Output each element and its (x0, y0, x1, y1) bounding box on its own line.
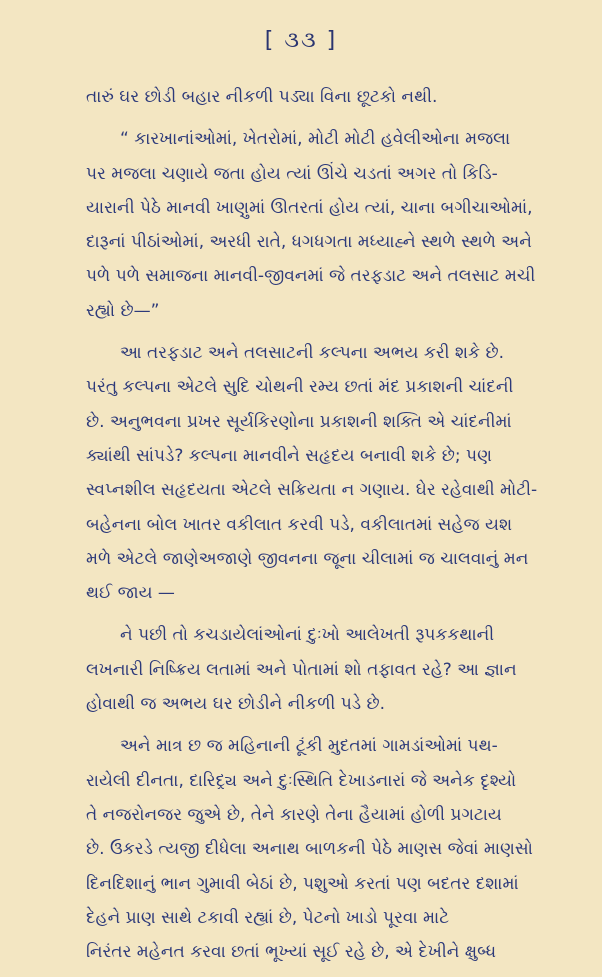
text-line: રાયેલી દીનતા, દારિદ્ર્ય અને દુઃસ્થિતિ દેખાડનારાં જે અનેક દૃશ્યો (86, 770, 517, 791)
text-line: નિરંતર મહેનત કરવા છતાં ભૂખ્યાં સૂઈ રહે છે, એ દેખીને ક્ષુબ્ધ (86, 942, 497, 963)
text-line: દારૂનાં પીઠાંઓમાં, અરધી રાતે, ધગધગતા મધ્યાહ્ને સ્થળે સ્થળે અને (86, 232, 532, 253)
paragraph-1 (86, 80, 564, 114)
text-line: યારાની પેઠે માનવી ખાણુમાં ઊતરતાં હોય ત્યાં, ચાના બગીચાઓમાં, (86, 197, 533, 218)
text-line: પર મજલા ચણાયે જતા હોય ત્યાં ઊંચે ચડતાં અગર તો કિડિ- (86, 163, 498, 184)
text-line: તારું ઘર છોડી બહાર નીકળી પડ્યા વિના છૂટકો નથી. (86, 87, 438, 107)
text-line: દિનદિશાનું ભાન ગુમાવી બેઠાં છે, પશુઓ કરતાં પણ બદતર દશામાં (86, 873, 519, 894)
text-line: સ્વપ્નશીલ સહૃદયતા એટલે સક્રિયતા ન ગણાય. ઘેર રહેવાથી મોટી- (86, 480, 538, 501)
text-line: “ કારખાનાંઓમાં, ખેતરોમાં, મોટી મોટી હવેલીઓના મજલા (120, 129, 511, 150)
text-line: તે નજરોનજર જુએ છે, તેને કારણે તેના હૈયામાં હોળી પ્રગટાય (86, 804, 502, 825)
text-line: બહેનના બોલ ખાતર વકીલાત કરવી પડે, વકીલાતમાં સહેજ યશ (86, 514, 513, 535)
paragraph-4 (86, 618, 564, 721)
page-number: [ ૩૩ ] (264, 28, 338, 53)
text-line: અને માત્ર છ જ મહિનાની ટૂંકી મુદતમાં ગામડાંઓમાં પથ- (120, 736, 498, 757)
text-line: પરંતુ કલ્પના એટલે સુદિ ચોથની રમ્ય છતાં મંદ પ્રકાશની ચાંદની (86, 377, 514, 398)
text-line: છે. ઉકરડે ત્યજી દીધેલા અનાથ બાળકની પેઠે માણસ જેવાં માણસો (86, 839, 533, 860)
text-line: આ તરફડાટ અને તલસાટની કલ્પના અભય કરી શકે છે. (120, 343, 504, 364)
paragraph-2-quote (86, 122, 564, 328)
text-line: હોવાથી જ અભય ઘર છોડીને નીકળી પડે છે. (86, 694, 386, 715)
text-line: ને પછી તો કચડાયેલાંઓનાં દુઃખો આલેખતી રૂપકકથાની (120, 625, 495, 646)
text-line: ક્યાંથી સાંપડે? કલ્પના માનવીને સહૃદય બનાવી શકે છે; પણ (86, 445, 492, 466)
text-line: પળે પળે સમાજના માનવી-જીવનમાં જે તરફડાટ અને તલસાટ મચી (86, 266, 536, 287)
text-line: દેહને પ્રાણ સાથે ટકાવી રહ્યાં છે, પેટનો ખાડો પૂરવા માટે (86, 907, 450, 928)
body-text (86, 80, 564, 977)
text-line: થઈ જાય — (86, 583, 175, 604)
text-line: મળે એટલે જાણેઅજાણે જીવનના જૂના ચીલામાં જ ચાલવાનું મન (86, 548, 529, 569)
paragraph-3 (86, 336, 564, 610)
text-line: છે. અનુભવના પ્રખર સૂર્યકિરણોના પ્રકાશની શક્તિ એ ચાંદનીમાં (86, 411, 512, 432)
text-line: રહ્યો છે—” (86, 300, 160, 321)
text-line: લખનારી નિષ્ક્રિય લતામાં અને પોતામાં શો તફાવત રહે? આ જ્ઞાન (86, 659, 517, 680)
paragraph-5 (86, 729, 564, 969)
